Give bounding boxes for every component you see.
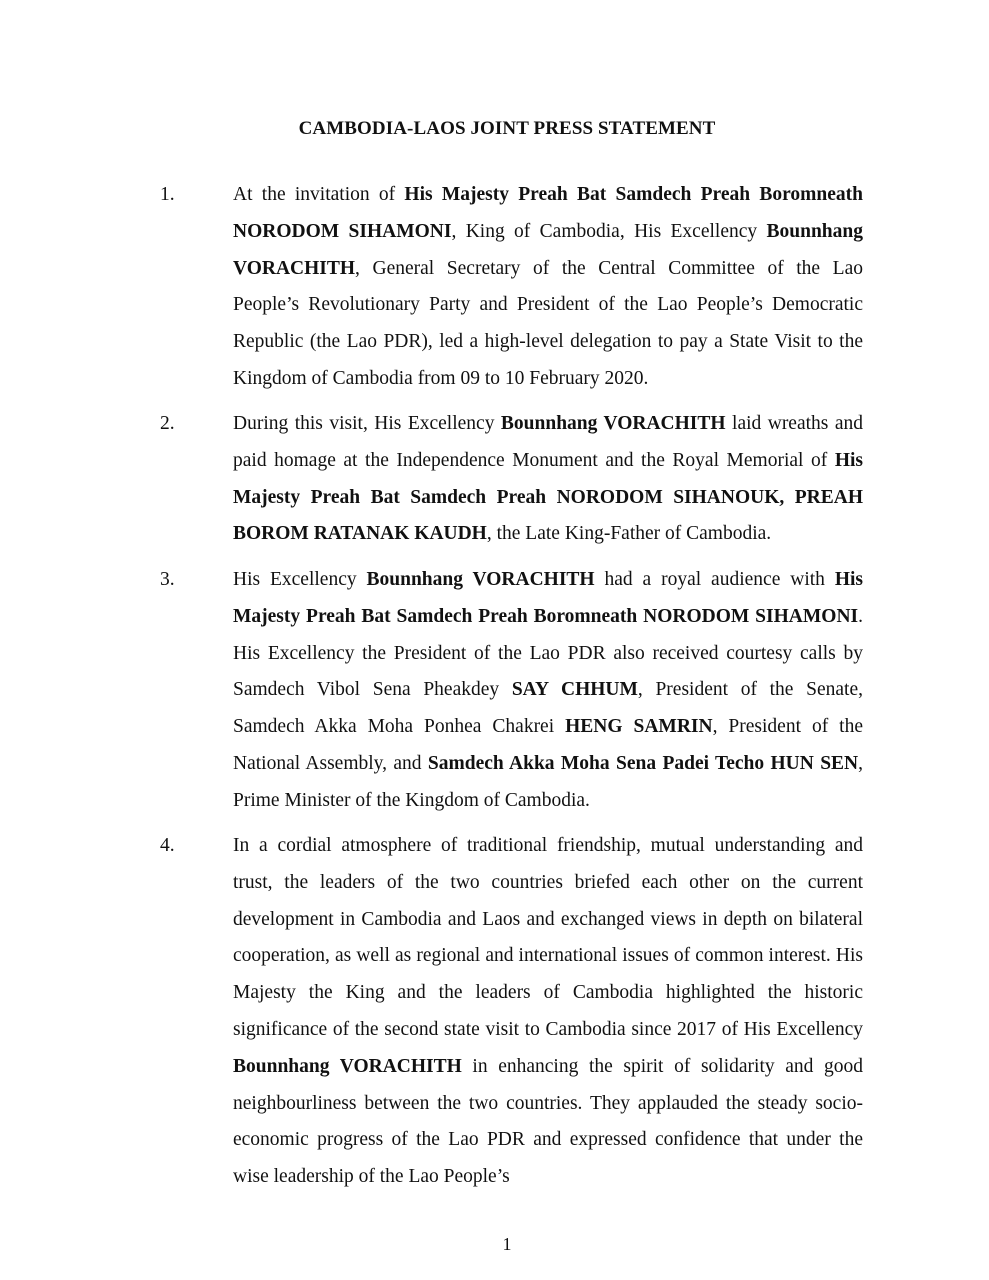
text-segment: , King of Cambodia, His Excellency bbox=[451, 220, 767, 242]
bold-segment: Samdech Akka Moha Sena Padei Techo HUN SEN bbox=[427, 752, 859, 774]
bold-segment: His Majesty Preah Bat Samdech Preah Boromneath NORODOM SIHAMONI bbox=[233, 184, 864, 242]
text-segment: laid wreaths and paid homage at the Independence Monument and the Royal Memorial of bbox=[233, 413, 863, 471]
bold-segment: His Majesty Preah Bat Samdech Preah Boromneath NORODOM SIHAMONI bbox=[233, 569, 863, 627]
text-segment: . His Excellency the President of the Lao PDR also received courtesy calls by Samdech Vibol Sena Pheakdey bbox=[233, 605, 863, 701]
text-segment: During this visit, His Excellency bbox=[233, 413, 501, 434]
text-segment: , the Late King-Father of Cambodia. bbox=[486, 523, 772, 545]
text-segment: In a cordial atmosphere of traditional friendship, mutual understanding and trust, the leaders of the two countries briefed each other on the current development in Cambodia and Laos and exchanged views in depth on bilateral cooperation, as well as regional and international issues of common interest. His Majesty the King and the leaders of Cambodia highlighted the historic significance of the second state visit to Cambodia since 2017 of His Excellency bbox=[233, 835, 863, 1040]
paragraph-number: 2. bbox=[160, 413, 175, 434]
paragraph-text bbox=[233, 562, 863, 820]
bold-segment: Bounnhang VORACHITH bbox=[233, 220, 863, 279]
paragraph-text bbox=[233, 406, 863, 553]
page-number: 1 bbox=[502, 1234, 512, 1254]
text-segment: His Excellency bbox=[233, 569, 367, 590]
text-segment: , President of the Senate, Samdech Akka Moha Ponhea Chakrei bbox=[233, 679, 863, 738]
bold-segment: Bounnhang VORACHITH bbox=[233, 1055, 462, 1077]
text-segment: At the invitation of bbox=[233, 184, 405, 205]
document-title: CAMBODIA-LAOS JOINT PRESS STATEMENT bbox=[298, 118, 716, 139]
bold-segment: HENG SAMRIN bbox=[565, 716, 713, 738]
bold-segment: Bounnhang VORACHITH bbox=[366, 569, 595, 590]
bold-segment: His Majesty Preah Bat Samdech Preah NORODOM SIHANOUK, PREAH BOROM RATANAK KAUDH bbox=[233, 449, 863, 545]
text-segment: had a royal audience with bbox=[594, 569, 835, 590]
bold-segment: SAY CHHUM bbox=[511, 679, 638, 701]
paragraph-number: 3. bbox=[160, 569, 175, 590]
paragraph-text bbox=[233, 177, 863, 398]
text-segment: in enhancing the spirit of solidarity and good neighbourliness between the two countries. They applauded the steady socio-economic progress of the Lao PDR and expressed confidence that under the wise leadership of the Lao People’s bbox=[233, 1055, 864, 1188]
paragraph-number: 4. bbox=[160, 835, 175, 856]
text-segment: , Prime Minister of the Kingdom of Cambodia. bbox=[233, 752, 863, 811]
paragraph-text bbox=[233, 828, 863, 1196]
bold-segment: Bounnhang VORACHITH bbox=[500, 413, 726, 434]
text-segment: , President of the National Assembly, and bbox=[233, 716, 864, 774]
paragraph-number: 1. bbox=[160, 184, 175, 205]
text-segment: , General Secretary of the Central Committee of the Lao People’s Revolutionary Party and President of the Lao People’s Democratic Republic (the Lao PDR), led a high-level delegation to pay a State Visit to the Kingdom of Cambodia from 09 to 10 February 2020. bbox=[233, 257, 863, 389]
